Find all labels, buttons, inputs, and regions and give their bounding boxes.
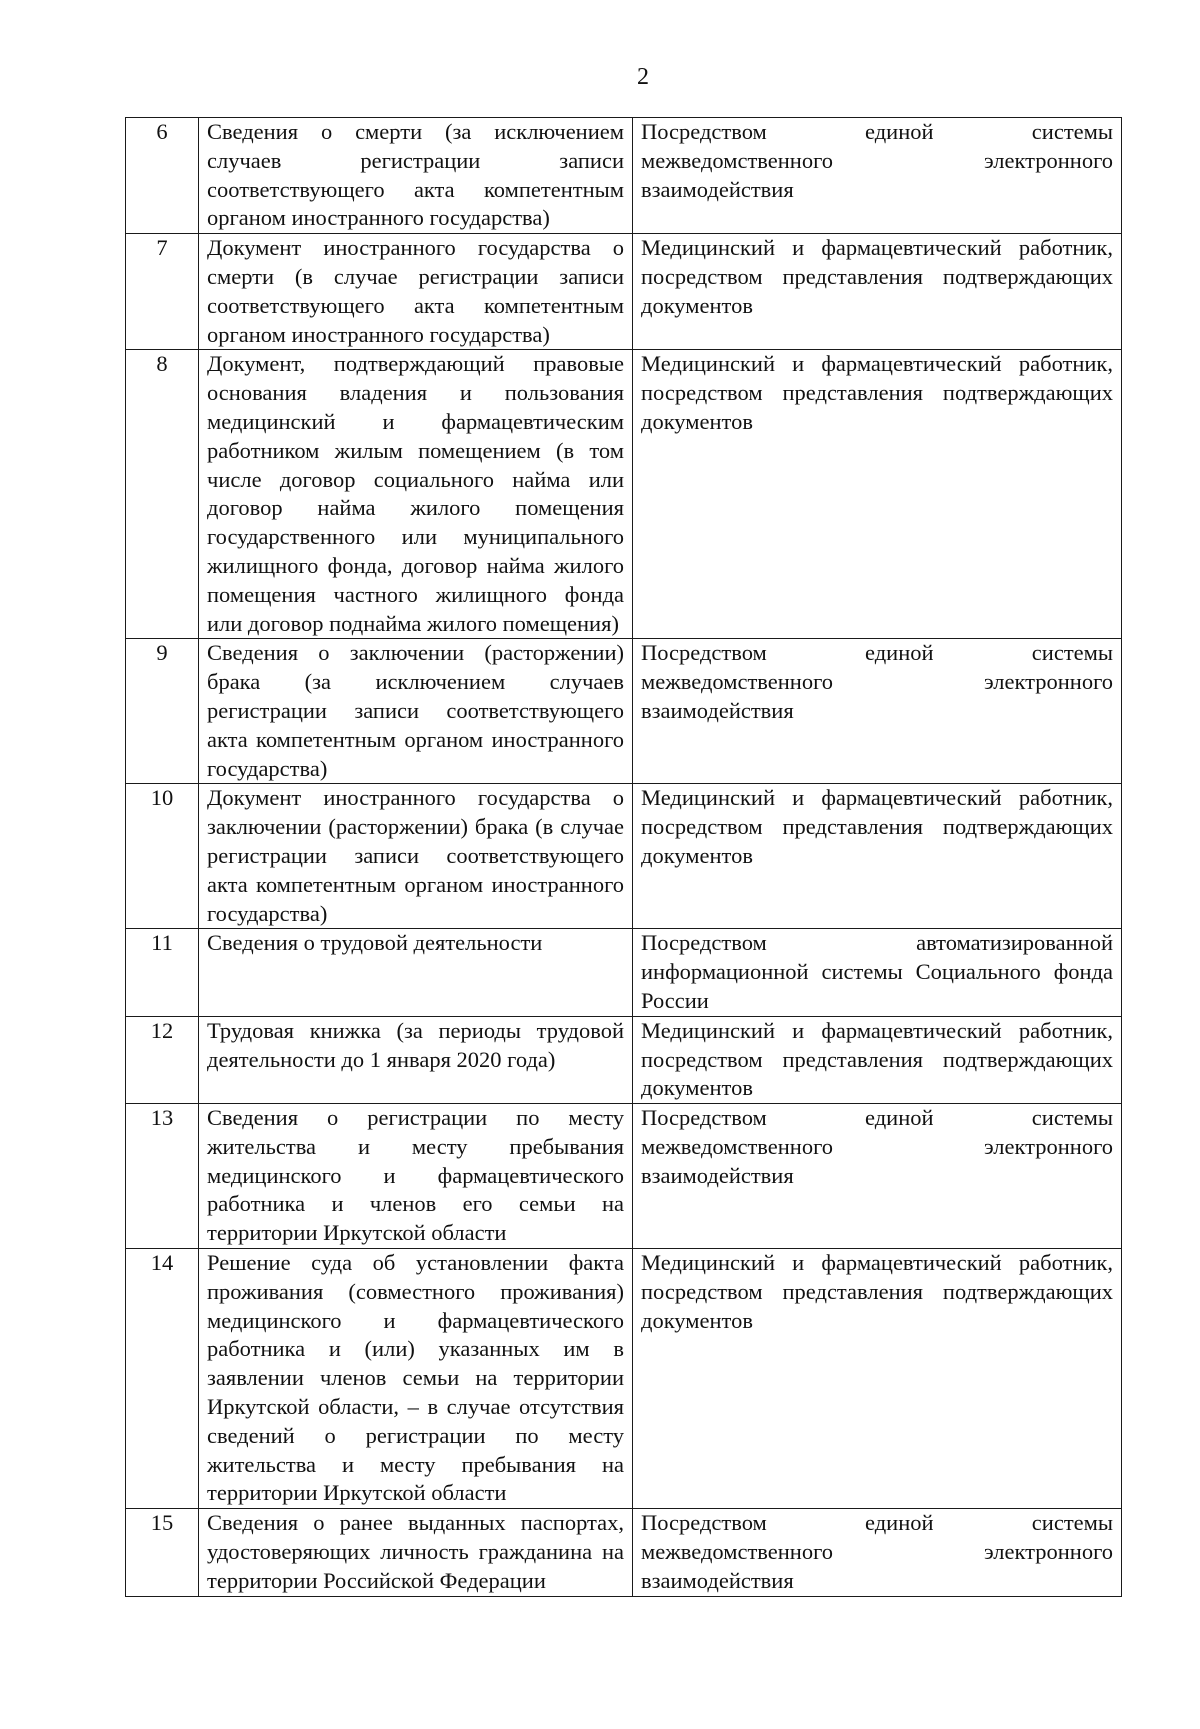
submission-method: Медицинский и фармацевтический работник, посредством представления подтверждающих документов bbox=[633, 784, 1122, 929]
submission-method: Посредством единой системы межведомственного электронного взаимодействия bbox=[633, 1104, 1122, 1249]
table-row bbox=[126, 639, 1122, 784]
row-number: 6 bbox=[126, 118, 199, 234]
row-number: 13 bbox=[126, 1104, 199, 1249]
row-number: 10 bbox=[126, 784, 199, 929]
table-row bbox=[126, 1104, 1122, 1249]
documents-table bbox=[125, 117, 1122, 1597]
document-name: Документ иностранного государства о смерти (в случае регистрации записи соответствующего акта компетентным органом иностранного государства) bbox=[199, 234, 633, 350]
row-number: 8 bbox=[126, 350, 199, 639]
row-number: 15 bbox=[126, 1509, 199, 1596]
document-name: Документ иностранного государства о заключении (расторжении) брака (в случае регистрации записи соответствующего акта компетентным органом иностранного государства) bbox=[199, 784, 633, 929]
document-name: Сведения о трудовой деятельности bbox=[199, 929, 633, 1016]
submission-method: Посредством единой системы межведомственного электронного взаимодействия bbox=[633, 639, 1122, 784]
document-name: Решение суда об установлении факта проживания (совместного проживания) медицинского и фармацевтического работника и (или) указанных им в заявлении членов семьи на территории Иркутской области, – в случае отсутствия сведений о регистрации по месту жительства и месту пребывания на территории Иркутской области bbox=[199, 1249, 633, 1509]
page-number: 2 bbox=[637, 64, 649, 90]
table-row bbox=[126, 1016, 1122, 1103]
row-number: 11 bbox=[126, 929, 199, 1016]
table-row bbox=[126, 1249, 1122, 1509]
document-name: Сведения о регистрации по месту жительства и месту пребывания медицинского и фармацевтического работника и членов его семьи на территории Иркутской области bbox=[199, 1104, 633, 1249]
row-number: 7 bbox=[126, 234, 199, 350]
document-name: Сведения о заключении (расторжении) брака (за исключением случаев регистрации записи соответствующего акта компетентным органом иностранного государства) bbox=[199, 639, 633, 784]
submission-method: Посредством единой системы межведомственного электронного взаимодействия bbox=[633, 1509, 1122, 1596]
table-row bbox=[126, 350, 1122, 639]
document-name: Документ, подтверждающий правовые основания владения и пользования медицинский и фармацевтическим работником жилым помещением (в том числе договор социального найма или договор найма жилого помещения государственного или муниципального жилищного фонда, договор найма жилого помещения частного жилищного фонда или договор поднайма жилого помещения) bbox=[199, 350, 633, 639]
table-row bbox=[126, 118, 1122, 234]
submission-method: Посредством автоматизированной информационной системы Социального фонда России bbox=[633, 929, 1122, 1016]
row-number: 14 bbox=[126, 1249, 199, 1509]
table-row bbox=[126, 929, 1122, 1016]
row-number: 9 bbox=[126, 639, 199, 784]
submission-method: Медицинский и фармацевтический работник, посредством представления подтверждающих документов bbox=[633, 234, 1122, 350]
table-row bbox=[126, 784, 1122, 929]
submission-method: Медицинский и фармацевтический работник, посредством представления подтверждающих документов bbox=[633, 1016, 1122, 1103]
document-name: Сведения о смерти (за исключением случаев регистрации записи соответствующего акта компетентным органом иностранного государства) bbox=[199, 118, 633, 234]
submission-method: Медицинский и фармацевтический работник, посредством представления подтверждающих документов bbox=[633, 350, 1122, 639]
submission-method: Посредством единой системы межведомственного электронного взаимодействия bbox=[633, 118, 1122, 234]
table-row bbox=[126, 1509, 1122, 1596]
table-row bbox=[126, 234, 1122, 350]
row-number: 12 bbox=[126, 1016, 199, 1103]
document-name: Сведения о ранее выданных паспортах, удостоверяющих личность гражданина на территории Российской Федерации bbox=[199, 1509, 633, 1596]
document-name: Трудовая книжка (за периоды трудовой деятельности до 1 января 2020 года) bbox=[199, 1016, 633, 1103]
submission-method: Медицинский и фармацевтический работник, посредством представления подтверждающих документов bbox=[633, 1249, 1122, 1509]
